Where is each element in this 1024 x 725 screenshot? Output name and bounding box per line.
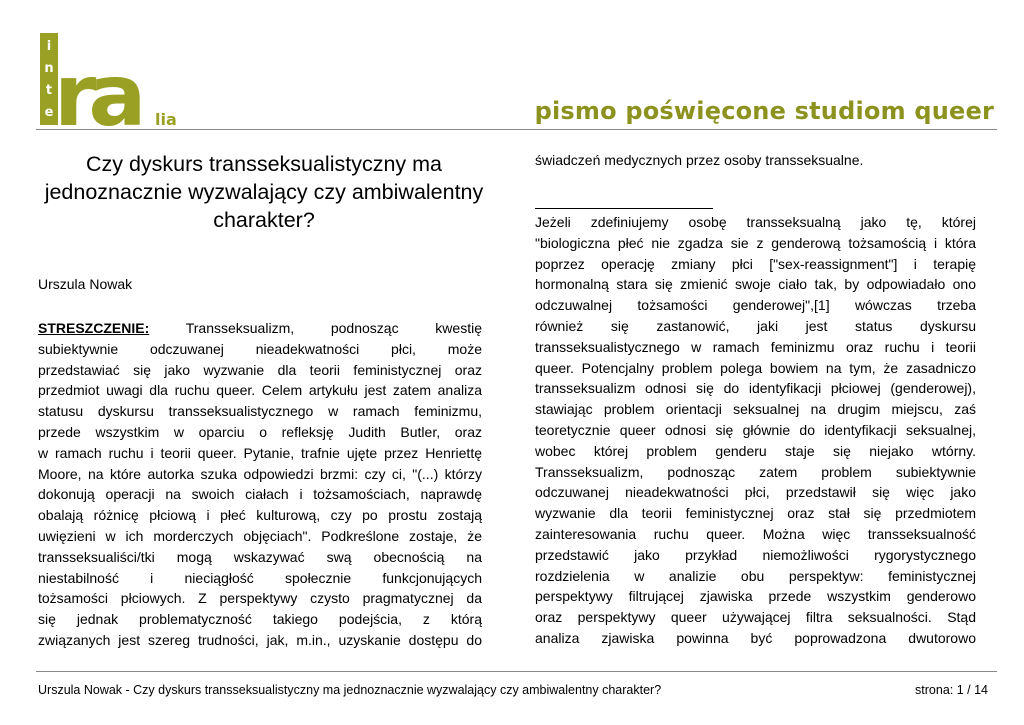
abstract-line-text: Transseksualizm, podnosząc kwestię bbox=[149, 320, 482, 336]
abstract-line: przedstawiać się jako wyzwanie dla teorii feministycznej oraz bbox=[38, 361, 482, 378]
body-line: transseksualizm odnosi się do identyfikacji płciowej (genderowej), bbox=[535, 380, 976, 397]
page-number: strona: 1 / 14 bbox=[915, 683, 988, 697]
body-line: również się zastanowić, jaki jest status dyskursu bbox=[535, 317, 976, 334]
header-divider bbox=[36, 129, 997, 130]
body-line: rozdzielenia w analizie obu perspektyw: feministycznej bbox=[535, 567, 976, 584]
body-column bbox=[535, 212, 976, 649]
body-line: wyzwanie dla teorii feministycznej oraz stał się przedmiotem bbox=[535, 505, 976, 522]
abstract-line: się jednak problematyczność takiego podejścia, z którą bbox=[38, 611, 482, 628]
journal-tagline: pismo poświęcone studiom queer bbox=[534, 97, 994, 125]
body-line: perspektywy filtrującej zjawiska przede wszystkim genderowo bbox=[535, 588, 976, 605]
article-author: Urszula Nowak bbox=[38, 276, 133, 292]
logo-suffix: lia bbox=[155, 110, 177, 128]
title-line: Czy dyskurs transseksualistyczny ma bbox=[85, 152, 443, 176]
body-line: analiza zjawiska powinna być poprowadzona dwutorowo bbox=[535, 629, 976, 646]
body-line: wobec której problem genderu staje się niejako wtórny. bbox=[535, 442, 976, 459]
abstract-line: transseksualiści/tki mogą wskazywać swą obecnością na bbox=[38, 548, 482, 565]
body-line: poprzez operację zmiany płci ["sex-reassignment"] i terapię bbox=[535, 255, 976, 272]
logo-letter-t: t bbox=[45, 83, 53, 98]
body-line: teoretycznie queer odnosi się głównie do identyfikacji seksualnej, bbox=[535, 421, 976, 438]
body-line: odczuwalnej tożsamości genderowej",[1] wówczas trzeba bbox=[535, 297, 976, 314]
title-line: jednoznacznie wyzwalający czy ambiwalentny bbox=[44, 180, 484, 204]
logo-letter-n: n bbox=[44, 61, 54, 76]
body-line: zainteresowania ruchu queer. Można więc transseksualność bbox=[535, 525, 976, 542]
abstract-line: dokonują operacji na swoich ciałach i tożsamościach, naprawdę bbox=[38, 486, 482, 503]
abstract-line: obalają różnicę płciową i płeć kulturową, czy po prostu zostają bbox=[38, 507, 482, 524]
footnote-separator bbox=[535, 208, 713, 209]
abstract-line bbox=[38, 318, 482, 339]
continued-text: świadczeń medycznych przez osoby transseksualne. bbox=[535, 152, 864, 168]
logo-letter-i: i bbox=[46, 39, 52, 54]
logo-big-letters: ra bbox=[54, 46, 139, 128]
abstract-line: niestabilność i nieciągłość społecznie funkcjonujących bbox=[38, 569, 482, 586]
body-line: przedstawić jako przykład niemożliwości rygorystycznego bbox=[535, 546, 976, 563]
abstract-line: subiektywnie odczuwanej nieadekwatności płci, może bbox=[38, 340, 482, 357]
title-line: charakter? bbox=[213, 208, 315, 232]
article-title bbox=[38, 150, 490, 234]
body-line: Transseksualizm, podnosząc zatem problem subiektywnie bbox=[535, 463, 976, 480]
body-line: oraz perspektywy queer używającej filtra seksualności. Stąd bbox=[535, 609, 976, 626]
body-line: stawiając problem orientacji seksualnej na drugim miejscu, zaś bbox=[535, 401, 976, 418]
abstract-line: w ramach ruchu i teorii queer. Pytanie, trafnie ujęte przez Henriettę bbox=[38, 444, 482, 461]
abstract-line: przede wszystkim w oparciu o refleksję Judith Butler, oraz bbox=[38, 423, 482, 440]
logo-letter-e: e bbox=[44, 105, 54, 120]
abstract-line: Moore, na które autorka szuka odpowiedzi brzmi: czy ci, "(...) którzy bbox=[38, 465, 482, 482]
body-line: odczuwanej nieadekwatności płci, przedstawił się więc jako bbox=[535, 484, 976, 501]
footer-title: Urszula Nowak - Czy dyskurs transseksualistyczny ma jednoznacznie wyzwalający czy ambiwalentny charakter? bbox=[38, 683, 662, 697]
abstract-line: związanych jest szereg trudności, jak, m.in., uzyskanie dostępu do bbox=[38, 631, 482, 648]
body-line: transseksualistycznego w ramach feminizmu oraz ruchu i teorii bbox=[535, 338, 976, 355]
footer-divider bbox=[36, 671, 997, 672]
interalia-logo[interactable] bbox=[40, 33, 180, 128]
body-line: queer. Potencjalny problem polega bowiem na tym, że zasadniczo bbox=[535, 359, 976, 376]
abstract-label: STRESZCZENIE: bbox=[38, 320, 150, 336]
abstract-line: przedmiot uwagi dla ruchu queer. Celem artykułu jest zatem analiza bbox=[38, 382, 482, 399]
abstract-line: uwięzieni w ich morderczych objęciach". Podkreślone zostaje, że bbox=[38, 527, 482, 544]
abstract-column bbox=[38, 318, 482, 651]
body-line: "biologiczna płeć nie zgadza sie z genderową tożsamością i która bbox=[535, 234, 976, 251]
abstract-line: statusu dyskursu transseksualistycznego w ramach feminizmu, bbox=[38, 403, 482, 420]
abstract-line: tożsamości płciowych. Z perspektywy czysto pragmatycznej da bbox=[38, 590, 482, 607]
body-line: hormonalną stara się zmienić swoje ciało tak, by odpowiadało ono bbox=[535, 276, 976, 293]
body-line: Jeżeli zdefiniujemy osobę transseksualną jako tę, której bbox=[535, 214, 976, 230]
